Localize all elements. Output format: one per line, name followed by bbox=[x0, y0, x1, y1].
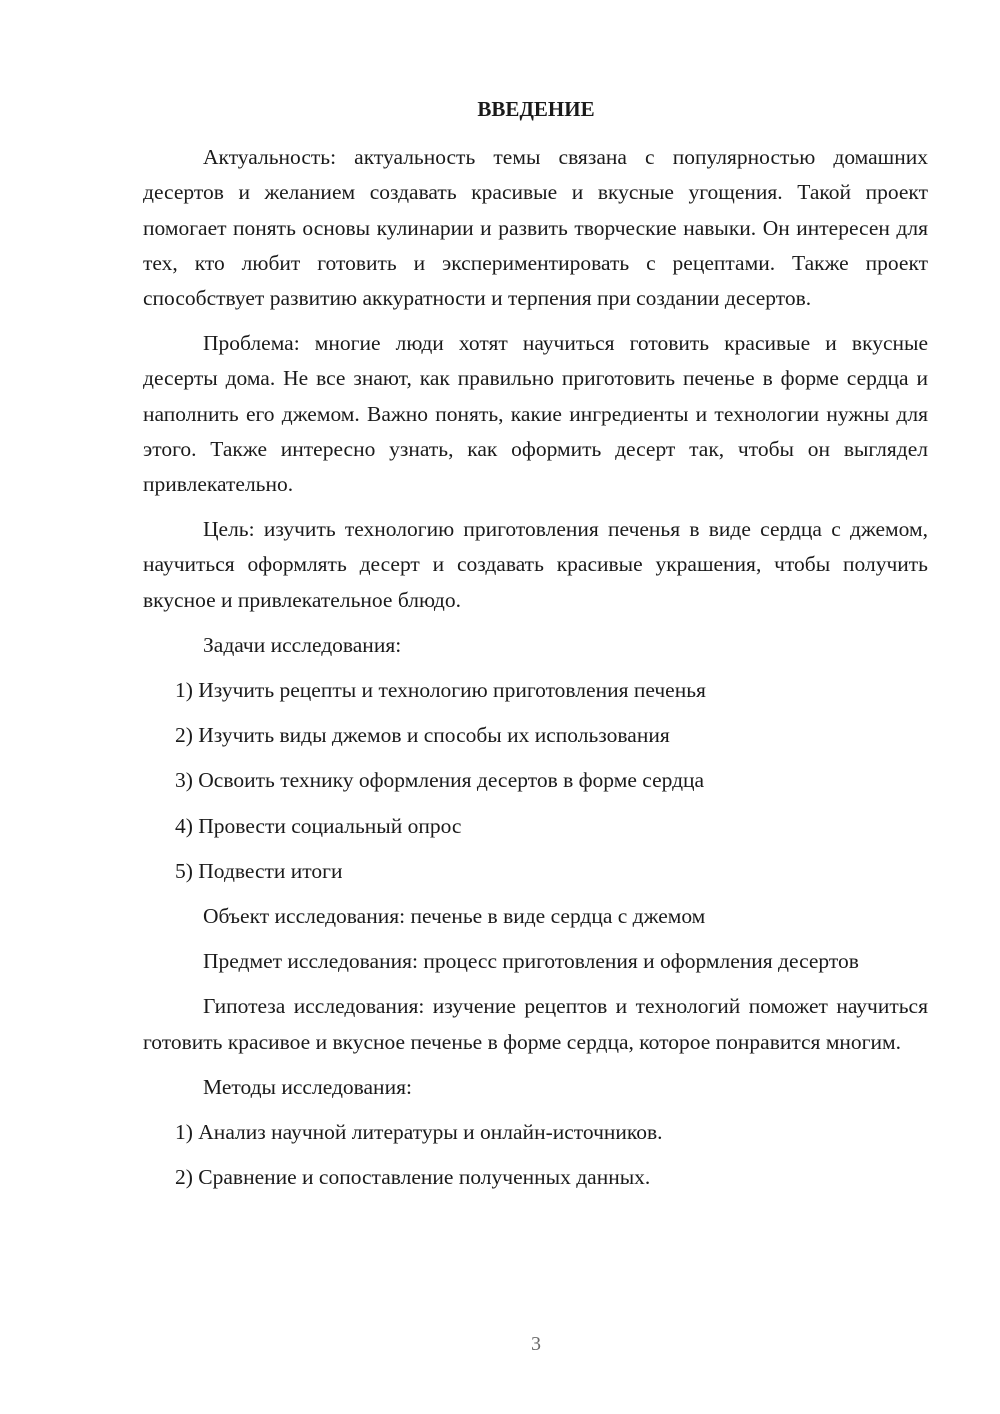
tasks-heading: Задачи исследования: bbox=[203, 632, 402, 657]
relevance-paragraph: Актуальность: актуальность темы связана с популярностью домашних десертов и желанием создавать красивые и вкусные угощения. Такой проект помогает понять основы кулинарии и развить творческие навыки. Он интересен для тех, кто любит готовить и экспериментировать с рецептами. Также проект способствует развитию аккуратности и терпения при создании десертов. bbox=[143, 145, 928, 311]
list-item: 1) Изучить рецепты и технологию приготовления печенья bbox=[175, 678, 706, 703]
document-body bbox=[143, 92, 928, 1205]
list-item: 2) Сравнение и сопоставление полученных данных. bbox=[175, 1165, 651, 1190]
list-item: 4) Провести социальный опрос bbox=[175, 813, 462, 838]
list-item: 1) Анализ научной литературы и онлайн-источников. bbox=[175, 1120, 663, 1145]
list-item: 3) Освоить технику оформления десертов в форме сердца bbox=[175, 768, 705, 793]
page-title: ВВЕДЕНИЕ bbox=[477, 97, 595, 121]
tasks-list bbox=[143, 673, 928, 889]
list-item: 2) Изучить виды джемов и способы их использования bbox=[175, 723, 670, 748]
goal-paragraph: Цель: изучить технологию приготовления печенья в виде сердца с джемом, научиться оформлять десерт и создавать красивые украшения, чтобы получить вкусное и привлекательное блюдо. bbox=[143, 517, 928, 612]
object-paragraph: Объект исследования: печенье в виде сердца с джемом bbox=[203, 904, 706, 929]
methods-list bbox=[143, 1115, 928, 1195]
methods-heading: Методы исследования: bbox=[203, 1074, 412, 1099]
problem-paragraph: Проблема: многие люди хотят научиться готовить красивые и вкусные десерты дома. Не все знают, как правильно приготовить печенье в форме сердца и наполнить его джемом. Важно понять, какие ингредиенты и технологии нужны для этого. Также интересно узнать, как оформить десерт так, чтобы он выглядел привлекательно. bbox=[143, 331, 928, 497]
hypothesis-paragraph: Гипотеза исследования: изучение рецептов и технологий поможет научиться готовить красивое и вкусное печенье в форме сердца, которое понравится многим. bbox=[143, 994, 928, 1054]
subject-paragraph: Предмет исследования: процесс приготовления и оформления десертов bbox=[203, 949, 859, 974]
page-number: 3 bbox=[531, 1333, 541, 1355]
list-item: 5) Подвести итоги bbox=[175, 858, 343, 883]
